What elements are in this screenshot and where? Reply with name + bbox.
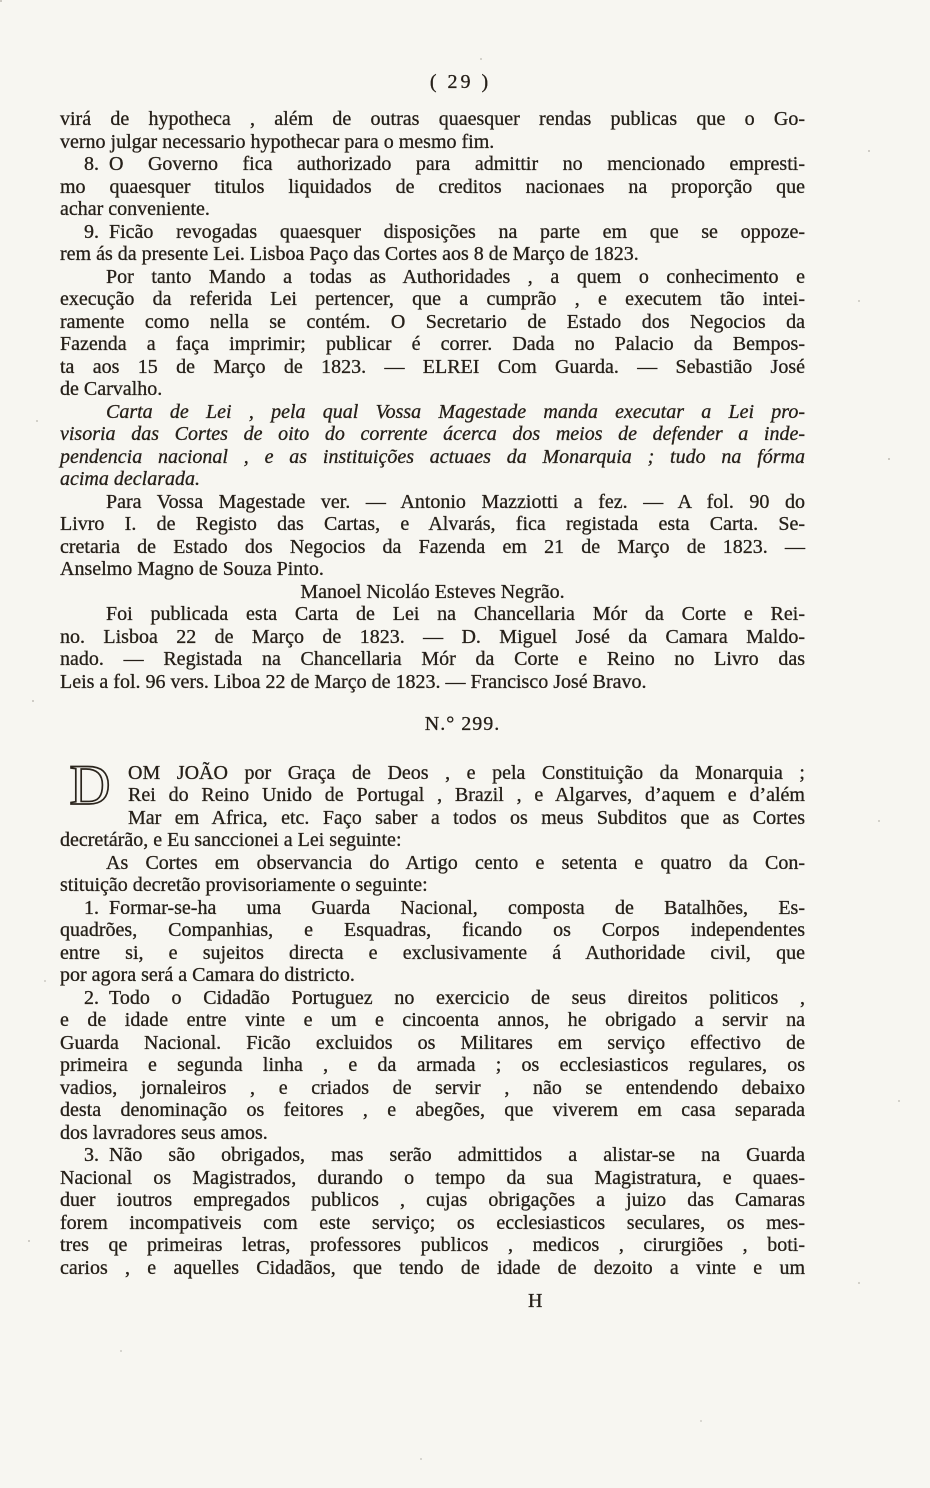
text-line: tres qe primeiras letras, professores publicos , medicos , cirurgiões , boti- xyxy=(60,1234,805,1256)
text-line: N.° 299. xyxy=(424,713,501,735)
paragraph xyxy=(60,108,805,153)
paragraph xyxy=(60,491,805,581)
paragraph xyxy=(60,266,805,401)
text-line: 8. O Governo fica authorizado para admittir no mencionado empresti- xyxy=(84,153,805,175)
text-line: vadios, jornaleiros , e criados de servir , não se entendendo debaixo xyxy=(60,1076,805,1099)
paragraph xyxy=(60,581,805,604)
text-line: carios , e aquelles Cidadãos, que tendo de idade de dezoito a vinte e um xyxy=(60,1256,805,1279)
text-line: 3. Não são obrigados, mas serão admittidos a alistar-se na Guarda xyxy=(84,1144,805,1166)
paragraph xyxy=(60,401,805,491)
text-line: As Cortes em observancia do Artigo cento e setenta e quatro da Con- xyxy=(106,851,805,874)
text-line: rem ás da presente Lei. Lisboa Paço das Cortes aos 8 de Março de 1823. xyxy=(60,243,639,265)
text-line: Manoel Nicoláo Esteves Negrão. xyxy=(300,580,565,603)
text-line: forem incompativeis com este serviço; os ecclesiasticos seculares, os mes- xyxy=(60,1211,805,1234)
text-line: quadrões, Companhias, e Esquadras, ficando os Corpos independentes xyxy=(60,919,805,941)
text-line: verno julgar necessario hypothecar para o mesmo fim. xyxy=(60,130,495,153)
text-line: de Carvalho. xyxy=(60,378,163,400)
text-line: Nacional os Magistrados, durando o tempo da sua Magistratura, e quaes- xyxy=(60,1166,805,1189)
text-line: ta aos 15 de Março de 1823. — ELREI Com Guarda. — Sebastião José xyxy=(60,355,805,378)
paragraph xyxy=(60,897,805,987)
text-line: por agora será a Camara do districto. xyxy=(60,964,355,986)
text-line: Anselmo Magno de Souza Pinto. xyxy=(60,558,324,580)
text-line: visoria das Cortes de oito do corrente ácerca dos meios de defender a inde- xyxy=(60,423,805,445)
text-line: decretárão, e Eu sanccionei a Lei seguinte: xyxy=(60,829,402,851)
text-line: Rei do Reino Unido de Portugal , Brazil , e Algarves, d’aquem e d’além xyxy=(128,784,805,806)
text-line: Para Vossa Magestade ver. — Antonio Mazziotti a fez. — A fol. 90 do xyxy=(106,490,805,513)
text-line: Foi publicada esta Carta de Lei na Chancellaria Mór da Corte e Rei- xyxy=(106,603,805,625)
text-line: primeira e segunda linha , e da armada ; os ecclesiasticos regulares, os xyxy=(60,1054,805,1076)
text-line: Guarda Nacional. Ficão excluidos os Militares em serviço effectivo de xyxy=(60,1031,805,1054)
text-line: Por tanto Mando a todas as Authoridades , a quem o conhecimento e xyxy=(106,265,805,288)
paragraph xyxy=(60,221,805,266)
text-line: pendencia nacional , e as instituições actuaes da Monarquia ; tudo na fórma xyxy=(60,445,805,468)
drop-cap-letter: D xyxy=(69,753,111,817)
paragraph xyxy=(60,1144,805,1279)
text-line: desta denominação os feitores , e abegões, que viverem em casa separada xyxy=(60,1099,805,1121)
text-line: OM JOÃO por Graça de Deos , e pela Constituição da Monarquia ; xyxy=(128,761,805,784)
text-line: execução da referida Lei pertencer, que a cumprão , e executem tão intei- xyxy=(60,288,805,310)
text-line: 2. Todo o Cidadão Portuguez no exercicio de seus direitos politicos , xyxy=(84,986,805,1009)
text-line: mo quaesquer titulos liquidados de creditos nacionaes na proporção que xyxy=(60,175,805,198)
text-line: e de idade entre vinte e um e cincoenta annos, he obrigado a servir na xyxy=(60,1009,805,1031)
page-number: ( 29 ) xyxy=(429,71,492,93)
paragraph xyxy=(60,153,805,221)
text-line: Mar em Africa, etc. Faço saber a todos os meus Subditos que as Cortes xyxy=(128,806,805,829)
text-line: stituição decretão provisoriamente o seguinte: xyxy=(60,874,428,896)
text-line: duer ioutros empregados publicos , cujas obrigações a juizo das Camaras xyxy=(60,1189,805,1211)
text-line: ramente como nella se contém. O Secretario de Estado dos Negocios da xyxy=(60,310,805,333)
section-heading xyxy=(60,713,805,736)
text-line: achar conveniente. xyxy=(60,198,210,220)
text-line: Leis a fol. 96 vers. Liboa 22 de Março de 1823. — Francisco José Bravo. xyxy=(60,670,647,693)
text-line: acima declarada. xyxy=(60,468,200,490)
text-line: Fazenda a faça imprimir; publicar é correr. Dada no Palacio da Bempos- xyxy=(60,333,805,355)
paragraph xyxy=(60,852,805,897)
text-line: no. Lisboa 22 de Março de 1823. — D. Miguel José da Camara Maldo- xyxy=(60,625,805,648)
paragraph xyxy=(60,987,805,1145)
text-line: virá de hypotheca , além de outras quaesquer rendas publicas que o Go- xyxy=(60,108,805,130)
text-line: cretaria de Estado dos Negocios da Fazenda em 21 de Março de 1823. — xyxy=(60,535,805,558)
text-line: entre si, e sujeitos directa e exclusivamente á Authoridade civil, que xyxy=(60,941,805,964)
catchword: H xyxy=(528,1290,543,1312)
text-block xyxy=(60,108,805,1313)
paragraph xyxy=(60,603,805,693)
text-line: Livro I. de Registo das Cartas, e Alvarás, fica registada esta Carta. Se- xyxy=(60,513,805,535)
text-line: Carta de Lei , pela qual Vossa Magestade manda executar a Lei pro- xyxy=(106,400,805,423)
text-line: dos lavradores seus amos. xyxy=(60,1121,268,1144)
text-line: nado. — Registada na Chancellaria Mór da Corte e Reino no Livro das xyxy=(60,648,805,670)
text-line: 1. Formar-se-ha uma Guarda Nacional, composta de Batalhões, Es- xyxy=(84,896,805,919)
paragraph xyxy=(60,753,805,852)
text-line: 9. Ficão revogadas quaesquer disposições na parte em que se oppoze- xyxy=(84,220,805,243)
